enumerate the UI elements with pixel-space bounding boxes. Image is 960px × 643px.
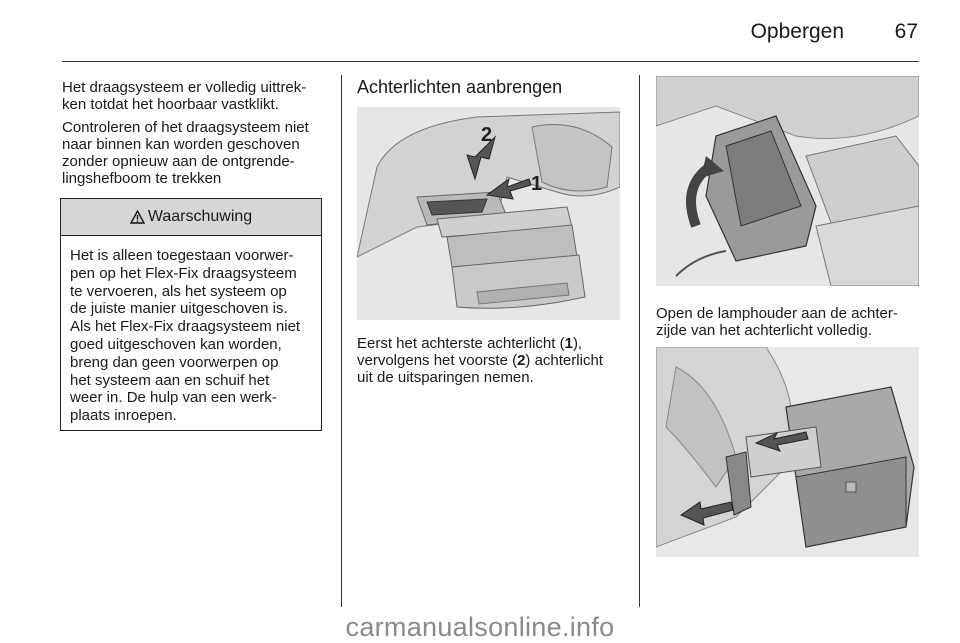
caption-text: Eerst het achterste achterlicht ( [357,335,565,352]
callout-1: 1 [531,173,543,195]
illustration [656,76,919,286]
text-line: plaats inroepen. [70,407,177,425]
text-line: zijde van het achterlicht volledig. [656,322,872,339]
illustration [656,347,919,557]
page-header-title: Opbergen [750,20,844,43]
caption-ref-number: 2 [517,352,526,369]
caption-text: ), [572,335,583,352]
text-line: weer in. De hulp van een werk- [70,389,277,407]
text-line: Het is alleen toegestaan voorwer- [70,247,294,264]
text-line: het systeem aan en schuif het [70,371,270,389]
figure-caption-removal [357,335,633,386]
text-line: lingshefboom te trekken [62,170,222,187]
paragraph-2 [62,119,332,187]
callout-2: 2 [481,124,493,146]
caption-text: uit de uitsparingen nemen. [357,369,534,386]
section-title: Achterlichten aanbrengen [357,77,563,97]
warning-box [60,198,322,431]
column-divider [341,75,342,607]
paragraph-1 [62,79,332,113]
warning-text [61,236,321,425]
caption-text: ) achterlicht [525,352,603,369]
caption-ref-number: 1 [564,335,573,352]
caption-text: vervolgens het voorste ( [357,352,518,369]
illustration [357,107,620,320]
column-divider [639,75,640,607]
text-line: breng dan geen voorwerpen op [70,353,279,371]
warning-header [61,199,321,236]
warning-triangle-icon [130,210,145,224]
figure-lamp-holder-open [656,76,919,286]
watermark: carmanualsonline.info [345,612,615,642]
text-line: Als het Flex-Fix draagsysteem niet [70,318,301,336]
text-line: Het draagsysteem er volledig uittrek- [62,79,307,96]
figure-lamp-holder-detail [656,347,919,557]
warning-title: Waarschuwing [147,208,253,225]
text-line: Open de lamphouder aan de achter- [656,305,898,322]
figure-tail-light-removal [357,107,620,320]
text-line: zonder opnieuw aan de ontgrende- [62,153,295,170]
header-rule [62,61,919,62]
page-number: 67 [894,20,918,43]
text-line: pen op het Flex-Fix draagsysteem [70,264,297,282]
text-line: naar binnen kan worden geschoven [62,136,300,153]
text-line: te vervoeren, als het systeem op [70,282,287,300]
text-line: Controleren of het draagsysteem niet [62,119,309,136]
figure-caption-lamp-holder [656,305,926,339]
column-1-text [62,79,332,193]
text-line: goed uitgeschoven kan worden, [70,335,282,353]
text-line: ken totdat het hoorbaar vastklikt. [62,96,279,113]
text-line: de juiste manier uitgeschoven is. [70,300,288,318]
